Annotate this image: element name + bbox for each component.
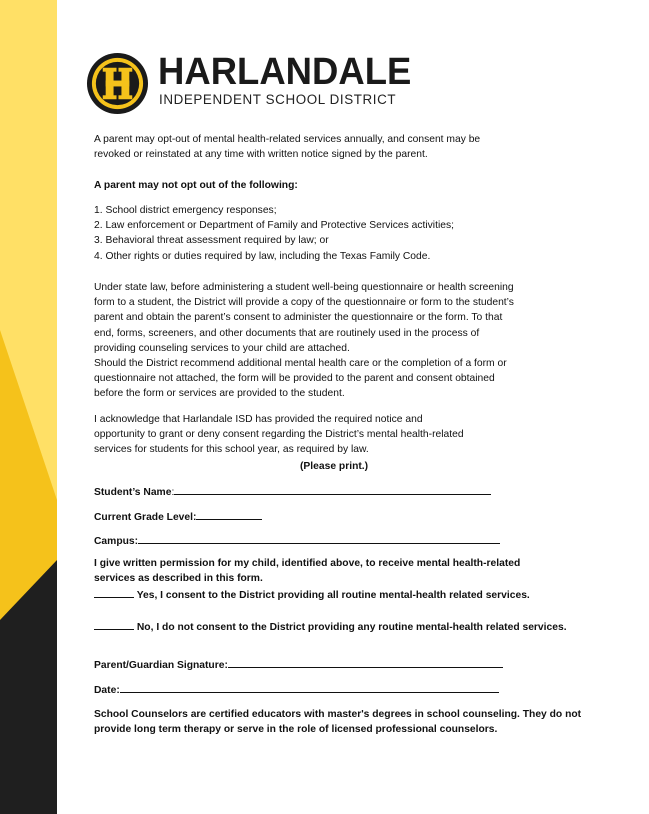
paragraph-line: before the form or services are provided to the student. bbox=[94, 388, 345, 400]
permission-line: I give written permission for my child, identified above, to receive mental health-related bbox=[94, 558, 521, 569]
acknowledge-paragraph bbox=[94, 412, 594, 458]
guardian-signature-field[interactable] bbox=[94, 657, 503, 673]
note-line: provide long term therapy or serve in the role of licensed professional counselors. bbox=[94, 724, 498, 736]
grade-level-blank[interactable] bbox=[196, 509, 262, 520]
district-subtitle: INDEPENDENT SCHOOL DISTRICT bbox=[159, 92, 397, 107]
consent-no-blank[interactable] bbox=[94, 619, 134, 630]
student-name-label: Student’s Name bbox=[94, 487, 172, 498]
student-name-blank[interactable] bbox=[174, 484, 491, 495]
decorative-side-stripe bbox=[0, 0, 57, 814]
paragraph-line: providing counseling services to your child are attached. bbox=[94, 342, 350, 354]
guardian-signature-blank[interactable] bbox=[228, 657, 503, 668]
list-item: 2. Law enforcement or Department of Family and Protective Services activities; bbox=[94, 220, 454, 232]
district-logo bbox=[86, 51, 412, 116]
paragraph-line: Should the District recommend additional mental health care or the completion of a form or bbox=[94, 358, 507, 370]
cannot-opt-out-heading: A parent may not opt out of the following: bbox=[94, 180, 298, 191]
campus-label: Campus: bbox=[94, 536, 139, 547]
paragraph-line: Under state law, before administering a student well-being questionnaire or health screening bbox=[94, 282, 514, 293]
intro-paragraph bbox=[94, 132, 594, 162]
campus-field[interactable] bbox=[94, 533, 500, 549]
paragraph-line: parent and obtain the parent’s consent to administer the questionnaire or the form. To that bbox=[94, 312, 503, 324]
district-name: HARLANDALE bbox=[158, 51, 412, 93]
list-item: 3. Behavioral threat assessment required by law; or bbox=[94, 235, 329, 247]
intro-line: A parent may opt-out of mental health-related services annually, and consent may be bbox=[94, 134, 481, 145]
grade-level-label: Current Grade Level: bbox=[94, 512, 197, 523]
paragraph-line: form to a student, the District will provide a copy of the questionnaire or form to the student’s bbox=[94, 297, 514, 309]
list-item: 1. School district emergency responses; bbox=[94, 205, 277, 216]
paragraph-line: services for students for this school year, as required by law. bbox=[94, 444, 369, 456]
consent-yes-label: Yes, I consent to the District providing all routine mental-health related services. bbox=[136, 590, 530, 601]
paragraph-line: opportunity to grant or deny consent regarding the District’s mental health-related bbox=[94, 429, 464, 441]
student-name-colon: : bbox=[171, 487, 175, 498]
date-label: Date: bbox=[94, 685, 120, 696]
counselor-note bbox=[94, 707, 624, 737]
grade-level-field[interactable] bbox=[94, 509, 262, 525]
district-badge-icon bbox=[86, 52, 149, 115]
paragraph-line: end, forms, screeners, and other documents that are routinely used in the process of bbox=[94, 327, 480, 339]
note-line: School Counselors are certified educators with master's degrees in school counseling. They do not bbox=[94, 709, 582, 720]
state-law-paragraph bbox=[94, 280, 594, 402]
list-item: 4. Other rights or duties required by law, including the Texas Family Code. bbox=[94, 250, 431, 262]
consent-no-option[interactable] bbox=[94, 619, 567, 635]
permission-line: services as described in this form. bbox=[94, 573, 263, 585]
consent-yes-blank[interactable] bbox=[94, 587, 134, 598]
intro-line: revoked or reinstated at any time with written notice signed by the parent. bbox=[94, 149, 428, 161]
please-print-note: (Please print.) bbox=[300, 461, 369, 472]
date-blank[interactable] bbox=[120, 682, 499, 693]
date-field[interactable] bbox=[94, 682, 499, 698]
consent-no-label: No, I do not consent to the District providing any routine mental-health related services. bbox=[136, 622, 567, 633]
campus-blank[interactable] bbox=[138, 533, 500, 544]
cannot-opt-out-list bbox=[94, 203, 594, 264]
student-name-field[interactable] bbox=[94, 484, 491, 500]
consent-yes-option[interactable] bbox=[94, 587, 530, 603]
paragraph-line: questionnaire not attached, the form will be provided to the parent and consent obtained bbox=[94, 373, 495, 385]
permission-statement bbox=[94, 556, 614, 586]
paragraph-line: I acknowledge that Harlandale ISD has provided the required notice and bbox=[94, 414, 423, 425]
guardian-signature-label: Parent/Guardian Signature: bbox=[94, 660, 228, 671]
